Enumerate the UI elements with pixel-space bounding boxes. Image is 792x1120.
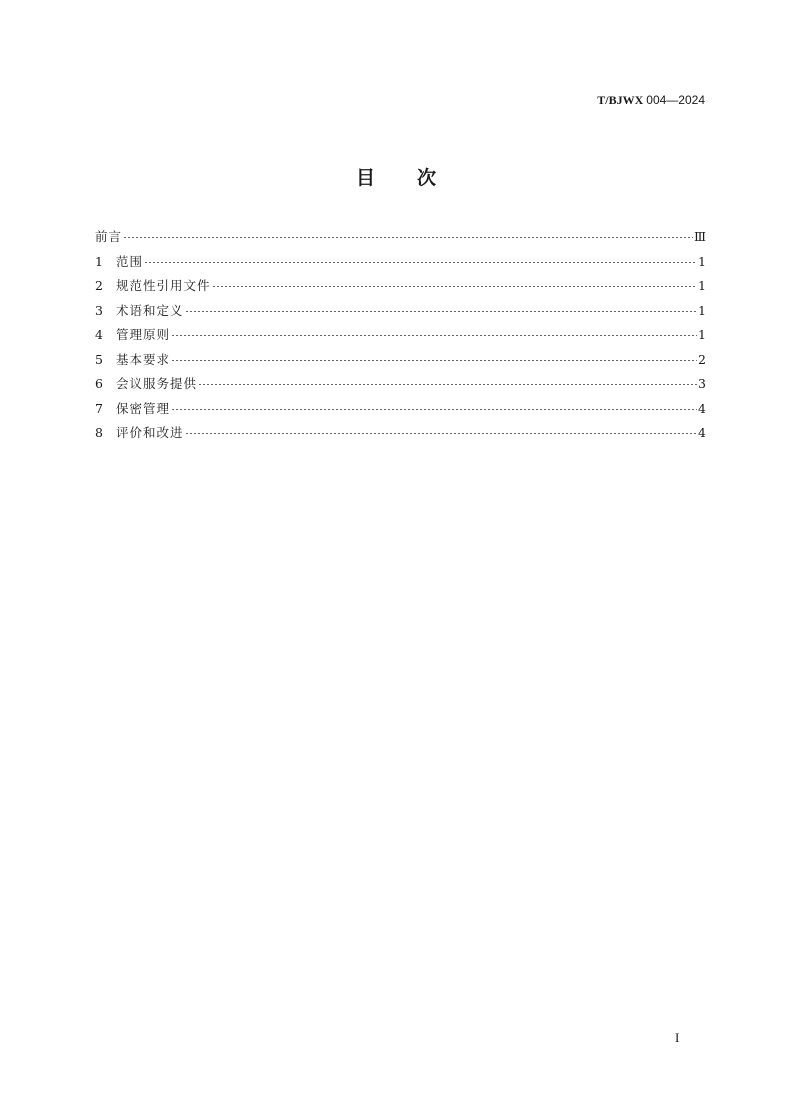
toc-entry-label: 规范性引用文件 xyxy=(116,278,211,293)
toc-entry-number: 2 xyxy=(95,278,103,293)
toc-leader-dots xyxy=(171,360,697,361)
toc-entry-label: 评价和改进 xyxy=(116,425,184,440)
toc-leader-dots xyxy=(123,237,693,238)
toc-entry-page: 3 xyxy=(698,376,706,391)
standard-number: 004—2024 xyxy=(646,93,705,107)
toc-entry-label: 保密管理 xyxy=(116,400,171,416)
toc-entry-page: 1 xyxy=(698,253,706,269)
toc-entry-label: 基本要求 xyxy=(116,351,171,367)
toc-entry-page: 4 xyxy=(698,425,706,440)
toc-entry-3[interactable] xyxy=(95,301,706,326)
toc-entry-6[interactable] xyxy=(95,374,706,399)
page-number: I xyxy=(675,1030,680,1045)
toc-entry-page: 4 xyxy=(698,400,706,416)
toc-entry-page: 1 xyxy=(698,302,706,318)
standard-prefix: T/BJWX xyxy=(597,93,644,107)
standard-code xyxy=(597,93,705,108)
toc-entry-page: Ⅲ xyxy=(693,229,706,244)
toc-entry-label: 前言 xyxy=(95,229,123,244)
toc-entry-label: 术语和定义 xyxy=(116,302,184,318)
toc-leader-dots xyxy=(144,262,697,263)
toc-leader-dots xyxy=(185,433,698,434)
toc-entry-8[interactable] xyxy=(95,423,706,448)
toc-entry-number: 8 xyxy=(95,425,103,440)
toc-entry-page: 1 xyxy=(698,327,706,342)
toc-entry-number: 5 xyxy=(95,351,103,367)
toc-leader-dots xyxy=(171,335,697,336)
toc-entry-2[interactable] xyxy=(95,276,706,301)
toc-entry-page: 2 xyxy=(698,351,706,367)
toc-entry-number: 4 xyxy=(95,327,103,342)
toc-entry-label: 管理原则 xyxy=(116,327,171,342)
toc-entry-page: 1 xyxy=(698,278,706,293)
toc-entry-label: 会议服务提供 xyxy=(116,376,198,391)
toc-leader-dots xyxy=(171,409,697,410)
toc-leader-dots xyxy=(185,311,698,312)
toc-entry-5[interactable] xyxy=(95,350,706,375)
toc-title: 目次 xyxy=(355,167,478,189)
toc-entry-4[interactable] xyxy=(95,325,706,350)
toc-leader-dots xyxy=(212,286,698,287)
toc-entry-label: 范围 xyxy=(116,253,144,269)
toc-leader-dots xyxy=(198,384,697,385)
toc-entry-number: 6 xyxy=(95,376,103,391)
toc-entry-number: 3 xyxy=(95,302,103,318)
table-of-contents xyxy=(95,227,706,448)
toc-entry-number: 1 xyxy=(95,253,103,269)
toc-entry-number: 7 xyxy=(95,400,103,416)
toc-entry-foreword[interactable] xyxy=(95,227,706,252)
toc-entry-7[interactable] xyxy=(95,399,706,424)
toc-entry-1[interactable] xyxy=(95,252,706,277)
